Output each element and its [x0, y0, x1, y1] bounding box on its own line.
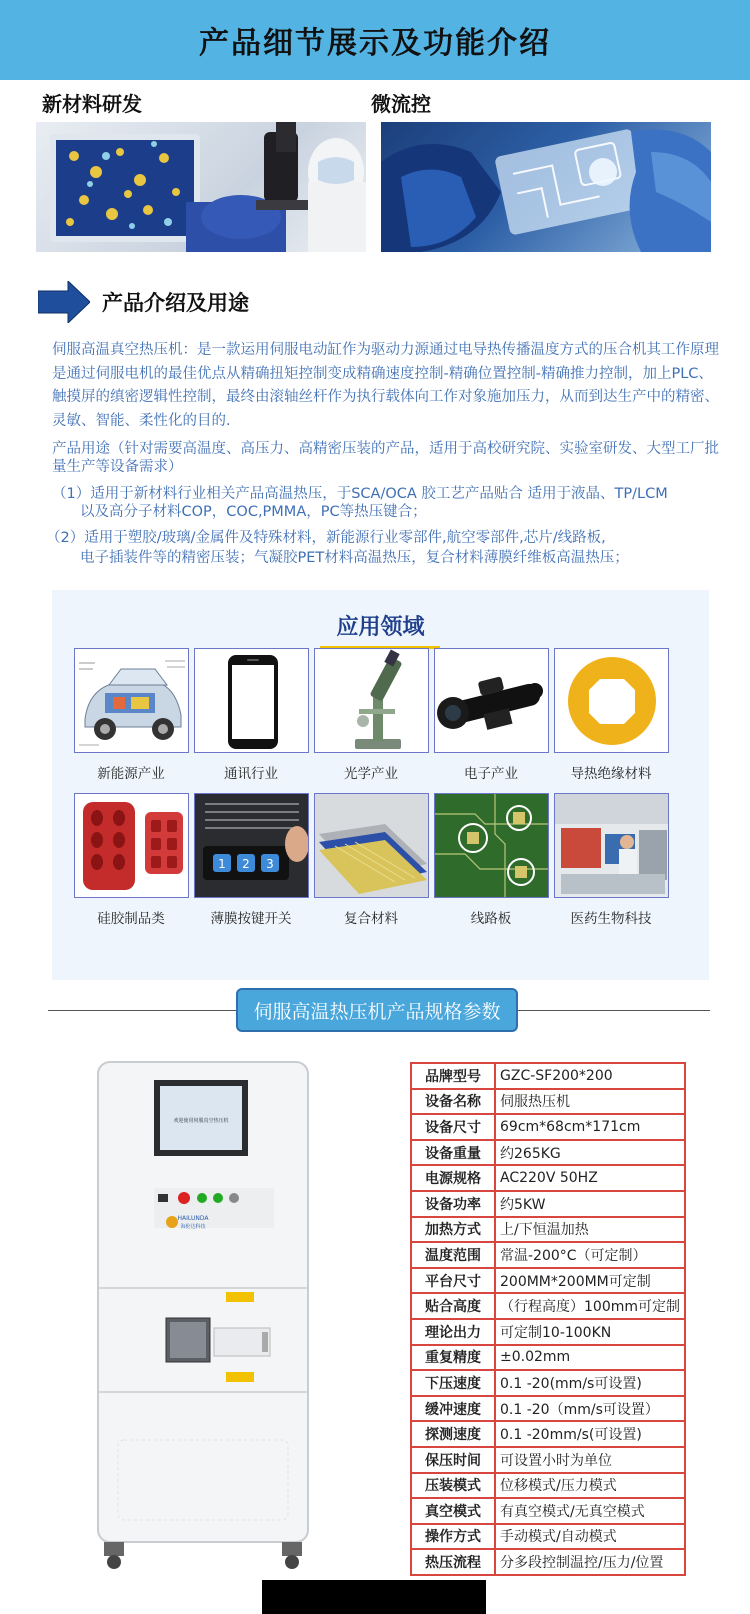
spec-value: 有真空模式/无真空模式	[495, 1498, 685, 1524]
application-label-membrane-keypad: 薄膜按键开关	[210, 911, 292, 927]
intro-item-1-line-2: 以及高分子材料COP，COC,PMMA，PC等热压键合；	[80, 504, 427, 520]
spec-row	[411, 1319, 685, 1345]
spec-banner	[236, 988, 518, 1032]
spec-value: 上/下恒温加热	[495, 1217, 685, 1243]
redaction-bar	[262, 1580, 486, 1614]
machine-brand: HAILUNDA	[177, 1215, 209, 1222]
spec-value: GZC-SF200*200	[495, 1063, 685, 1089]
spec-value: 约265KG	[495, 1140, 685, 1166]
keypad-key-3: 3	[266, 857, 274, 871]
application-label-optics: 光学产业	[344, 766, 398, 782]
spec-value: 可设置小时为单位	[495, 1447, 685, 1473]
spec-value: 约5KW	[495, 1191, 685, 1217]
application-label-silicone: 硅胶制品类	[97, 911, 165, 927]
spec-key: 设备尺寸	[411, 1114, 495, 1140]
application-tile-silicone	[74, 793, 189, 898]
spec-value: 常温-200°C（可定制）	[495, 1242, 685, 1268]
spec-value: 200MM*200MM可定制	[495, 1268, 685, 1294]
intro-item-2-line-2: 电子插装件等的精密压装；气凝胶PET材料高温热压，复合材料薄膜纤维板高温热压；	[80, 550, 629, 566]
spec-key: 压装模式	[411, 1473, 495, 1499]
spec-value: 0.1 -20(mm/s可设置)	[495, 1370, 685, 1396]
spec-row	[411, 1242, 685, 1268]
application-tile-telecom	[194, 648, 309, 753]
page-header	[0, 0, 750, 80]
spec-key: 电源规格	[411, 1165, 495, 1191]
spec-row	[411, 1345, 685, 1371]
intro-item-2-line-1: （2）适用于塑胶/玻璃/金属件及特殊材料，新能源行业零部件,航空零部件,芯片/线路板,	[46, 530, 606, 546]
application-tile-thermal-insulation	[554, 648, 669, 753]
spec-key: 真空模式	[411, 1498, 495, 1524]
microscope-icon	[315, 649, 429, 753]
keypad-key-2: 2	[242, 857, 250, 871]
spec-row	[411, 1498, 685, 1524]
glove-chip-icon	[381, 122, 711, 252]
application-tile-biotech	[554, 793, 669, 898]
spec-row	[411, 1473, 685, 1499]
photo-label-materials: 新材料研发	[42, 92, 142, 116]
photo-label-microfluidics: 微流控	[371, 92, 431, 116]
spec-key: 下压速度	[411, 1370, 495, 1396]
machine-brand-cn: 海伦达科技	[180, 1224, 206, 1230]
intro-paragraph-2: 产品用途（针对需要高温度、高压力、高精密压装的产品，适用于高校研究院、实验室研发、大型工厂批量生产等设备需求）	[52, 441, 719, 475]
hot-press-machine-icon	[96, 1060, 310, 1585]
spec-key: 设备功率	[411, 1191, 495, 1217]
pcb-icon	[435, 794, 549, 898]
spec-row	[411, 1293, 685, 1319]
spec-key: 加热方式	[411, 1217, 495, 1243]
spec-key: 缓冲速度	[411, 1396, 495, 1422]
application-tile-electronics	[434, 648, 549, 753]
spec-key: 保压时间	[411, 1447, 495, 1473]
application-label-biotech: 医药生物科技	[570, 911, 652, 927]
spec-row	[411, 1447, 685, 1473]
spec-value: 0.1 -20（mm/s可设置）	[495, 1396, 685, 1422]
silicone-icon	[75, 794, 189, 898]
spec-row	[411, 1549, 685, 1575]
arrow-right-icon	[38, 281, 90, 323]
spec-row	[411, 1191, 685, 1217]
application-label-electronics: 电子产业	[464, 766, 518, 782]
spec-value: 手动模式/自动模式	[495, 1524, 685, 1550]
spec-row	[411, 1524, 685, 1550]
spec-row	[411, 1140, 685, 1166]
phone-icon	[195, 649, 309, 753]
spec-key: 热压流程	[411, 1549, 495, 1575]
spec-row	[411, 1396, 685, 1422]
spec-key: 理论出力	[411, 1319, 495, 1345]
intro-paragraph-1: 伺服高温真空热压机：是一款运用伺服电动缸作为驱动力源通过电导热传播温度方式的压合机其工作原理是通过伺服电机的最佳优点从精确扭矩控制变成精确速度控制-精确位置控制-精确推力控制，加上PLC、触摸屏的缜密逻辑性控制，最终由滚轴丝杆作为执行载体向工作对象施加压力，从而到达生产中的精密、灵敏、智能、柔性化的目的.	[52, 342, 719, 429]
intro-item-1	[52, 485, 720, 521]
spec-row	[411, 1114, 685, 1140]
scope-icon	[435, 649, 549, 753]
intro-section-title: 产品介绍及用途	[102, 291, 249, 315]
spec-key: 设备重量	[411, 1140, 495, 1166]
application-label-new-energy: 新能源产业	[97, 766, 165, 782]
layers-icon	[315, 794, 429, 898]
keypad-icon	[195, 794, 309, 898]
lab-scene-icon	[36, 122, 366, 252]
application-tile-optics	[314, 648, 429, 753]
applications-panel	[52, 590, 709, 980]
spec-banner-title: 伺服高温热压机产品规格参数	[253, 1000, 501, 1023]
microfluidics-photo	[381, 122, 711, 252]
materials-research-photo	[36, 122, 366, 252]
spec-table	[410, 1062, 686, 1576]
spec-row	[411, 1268, 685, 1294]
spec-value: 可定制10-100KN	[495, 1319, 685, 1345]
spec-row	[411, 1165, 685, 1191]
lab-icon	[555, 794, 669, 898]
spec-key: 探测速度	[411, 1421, 495, 1447]
spec-value: 0.1 -20mm/s(可设置)	[495, 1421, 685, 1447]
intro-section-heading	[38, 281, 249, 323]
spec-key: 平台尺寸	[411, 1268, 495, 1294]
spec-row	[411, 1217, 685, 1243]
spec-value: AC220V 50HZ	[495, 1165, 685, 1191]
ring-icon	[555, 649, 669, 753]
application-tile-composite	[314, 793, 429, 898]
spec-row	[411, 1370, 685, 1396]
applications-title: 应用领域	[336, 615, 425, 640]
keypad-key-1: 1	[218, 857, 226, 871]
spec-key: 贴合高度	[411, 1293, 495, 1319]
application-tile-membrane-keypad	[194, 793, 309, 898]
spec-row	[411, 1421, 685, 1447]
intro-item-1-line-1: （1）适用于新材料行业相关产品高温热压，于SCA/OCA 胶工艺产品贴合 适用于液晶、TP/LCM	[52, 486, 668, 502]
spec-key: 品牌型号	[411, 1063, 495, 1089]
application-label-pcb: 线路板	[470, 911, 512, 927]
application-label-telecom: 通讯行业	[224, 766, 278, 782]
spec-value: 69cm*68cm*171cm	[495, 1114, 685, 1140]
page-title: 产品细节展示及功能介绍	[199, 26, 551, 61]
spec-key: 操作方式	[411, 1524, 495, 1550]
spec-value: （行程高度）100mm可定制	[495, 1293, 685, 1319]
machine-image	[96, 1060, 310, 1585]
spec-row	[411, 1063, 685, 1089]
intro-item-2	[46, 528, 714, 568]
spec-key: 重复精度	[411, 1345, 495, 1371]
application-label-composite: 复合材料	[344, 911, 398, 927]
application-tile-new-energy	[74, 648, 189, 753]
spec-value: 分多段控制温控/压力/位置	[495, 1549, 685, 1575]
application-label-thermal-insulation: 导热绝缘材料	[570, 766, 652, 782]
machine-screen-text: 欢迎使用伺服真空热压机	[173, 1118, 229, 1124]
spec-row	[411, 1089, 685, 1115]
car-icon	[75, 649, 189, 753]
spec-key: 设备名称	[411, 1089, 495, 1115]
application-tile-pcb	[434, 793, 549, 898]
spec-value: 伺服热压机	[495, 1089, 685, 1115]
spec-value: ±0.02mm	[495, 1345, 685, 1371]
spec-key: 温度范围	[411, 1242, 495, 1268]
spec-value: 位移模式/压力模式	[495, 1473, 685, 1499]
